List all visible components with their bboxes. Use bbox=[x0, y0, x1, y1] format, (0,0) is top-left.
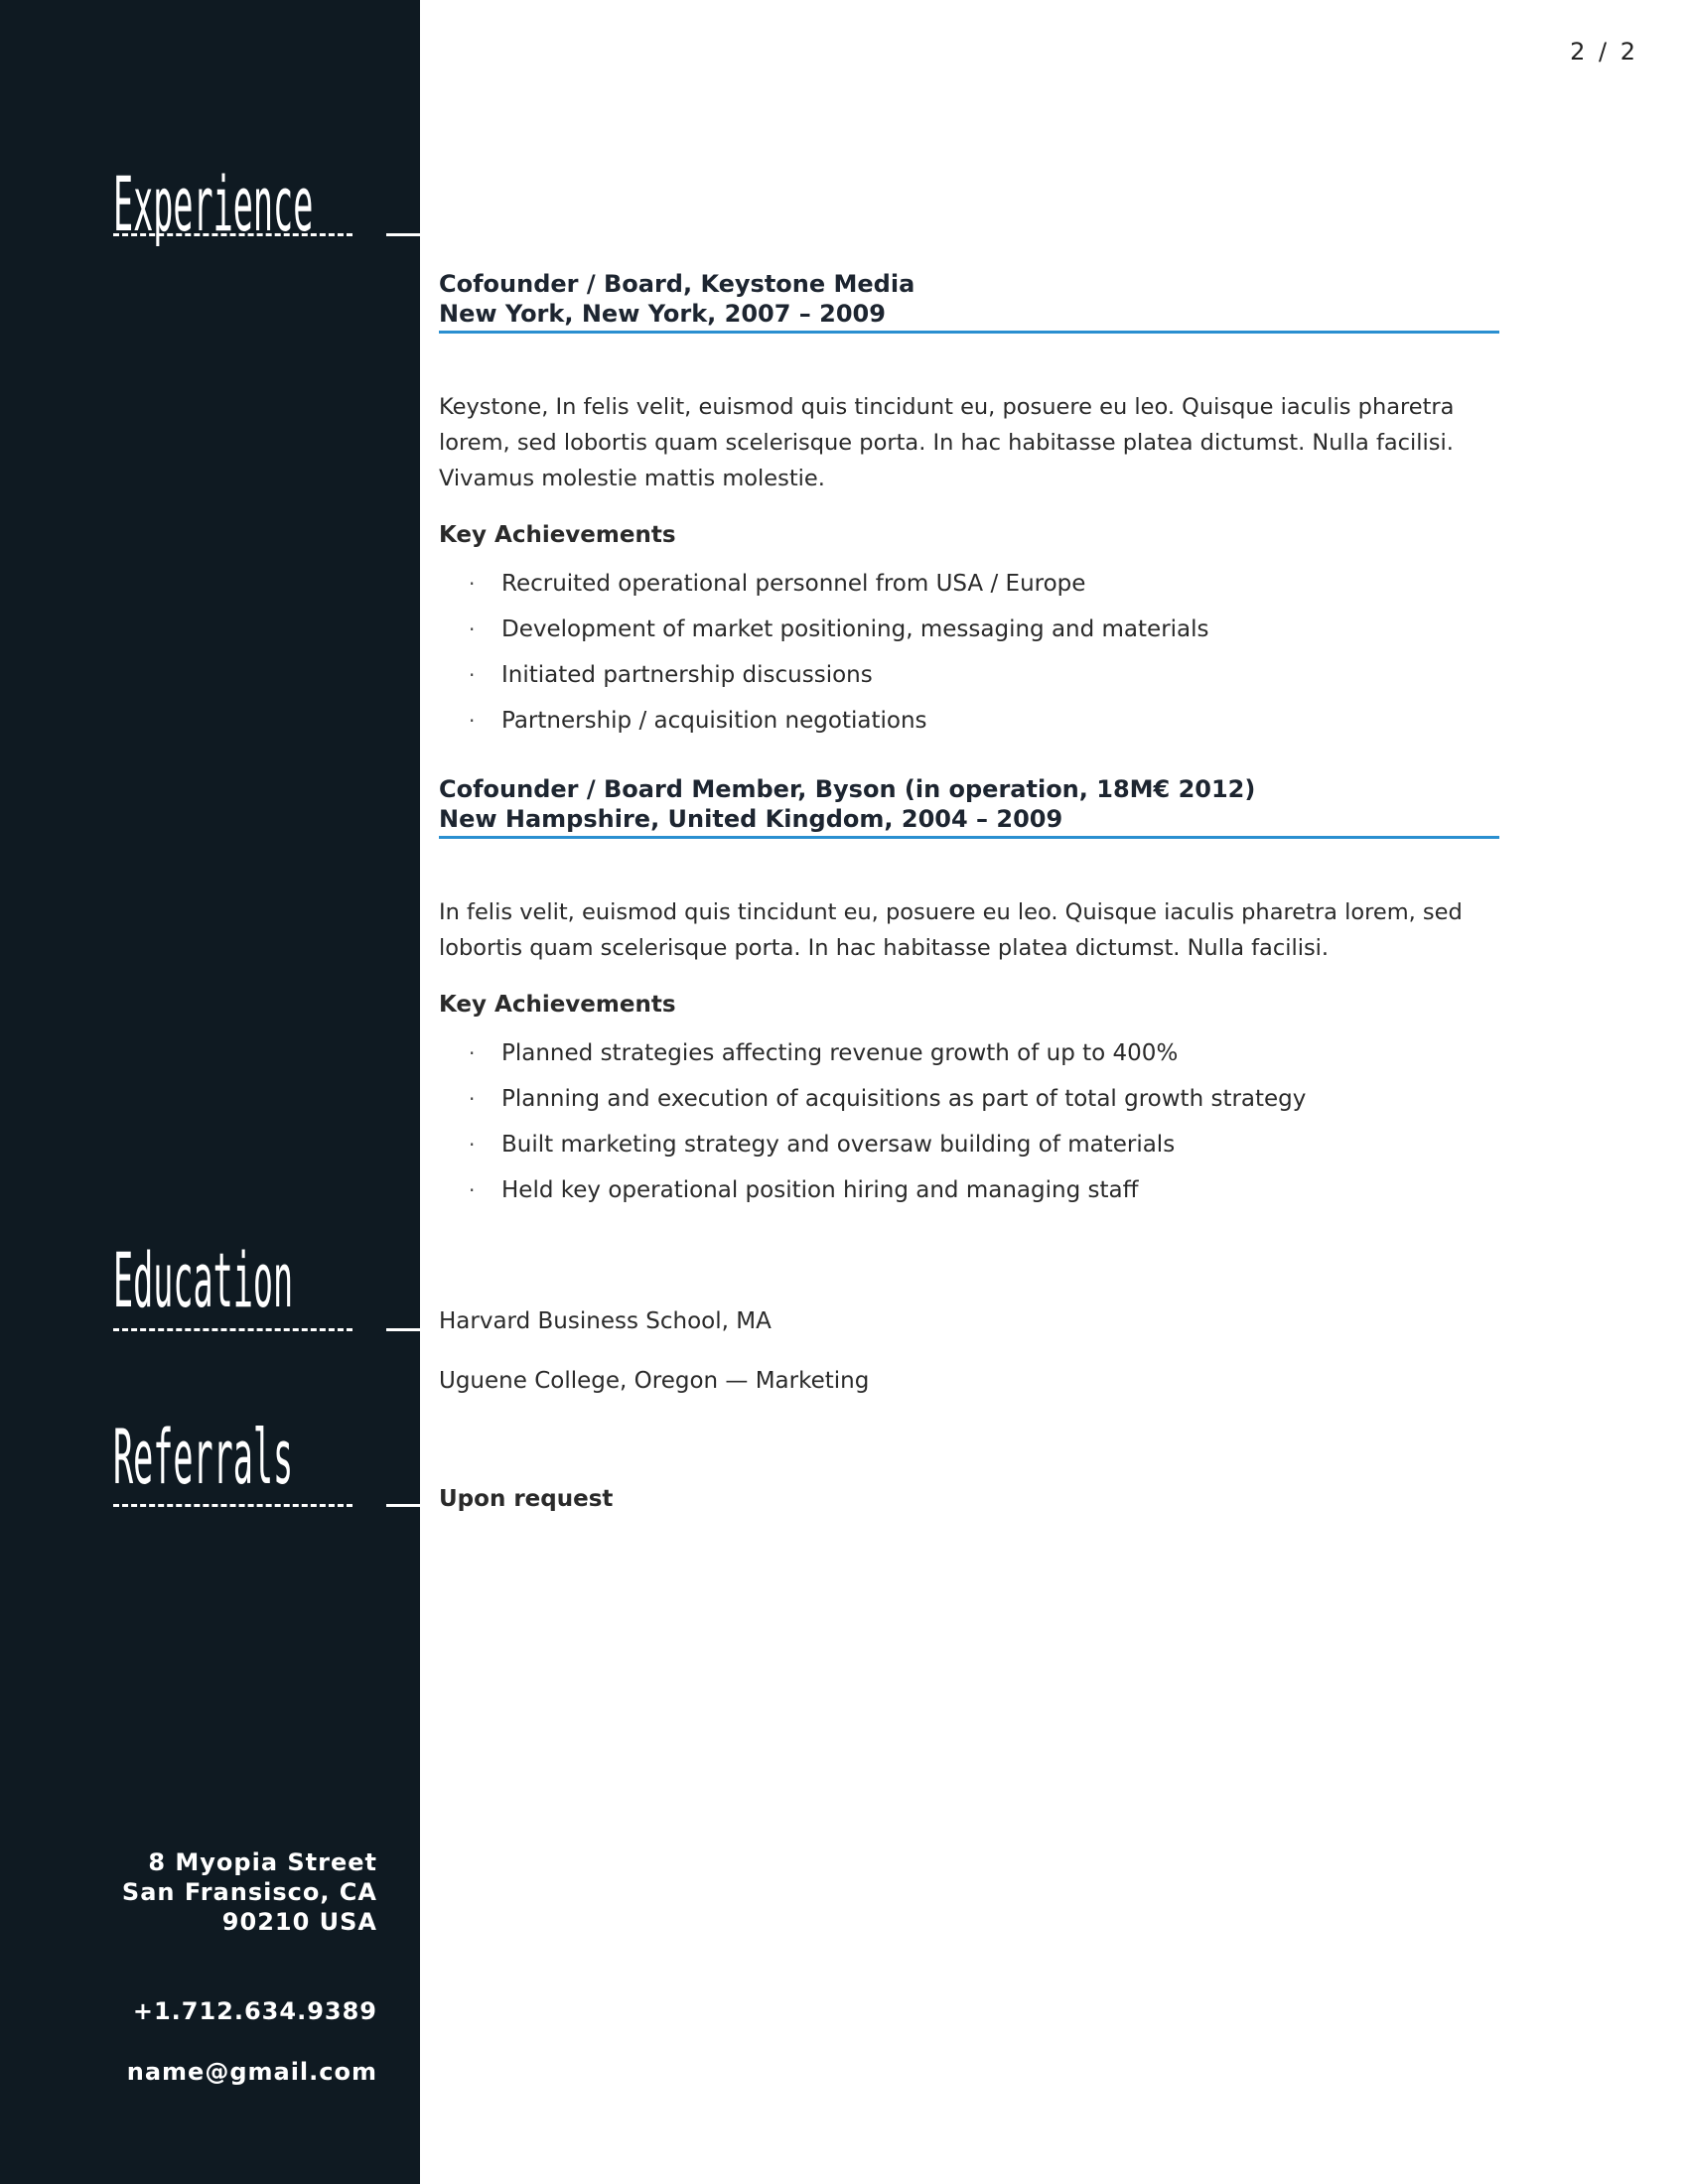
address-block bbox=[122, 1847, 377, 1937]
bullet-icon: · bbox=[469, 1087, 476, 1111]
job-description: Keystone, In felis velit, euismod quis tincidunt eu, posuere eu leo. Quisque iaculis pharetra lorem, sed lobortis quam scelerisque porta. In hac habitasse platea dictumst. Nulla facilisi. Vivamus molestie mattis molestie. bbox=[439, 394, 1455, 491]
job-title: Cofounder / Board Member, Byson (in operation, 18M€ 2012) bbox=[439, 775, 1256, 803]
education-heading: Education bbox=[113, 1236, 294, 1324]
job-title: Cofounder / Board, Keystone Media bbox=[439, 270, 915, 298]
bullet-icon: · bbox=[469, 1178, 476, 1202]
job-location: New Hampshire, United Kingdom, 2004 – 2009 bbox=[439, 805, 1063, 833]
experience-heading-rule bbox=[113, 233, 352, 236]
education-heading-rule bbox=[113, 1328, 352, 1331]
email-link[interactable]: name@gmail.com bbox=[126, 2058, 377, 2086]
bullet-icon: · bbox=[469, 1041, 476, 1065]
bullet-icon: · bbox=[469, 663, 476, 687]
bullet-icon: · bbox=[469, 709, 476, 733]
phone-number[interactable]: +1.712.634.9389 bbox=[132, 1997, 377, 2025]
list-item: · Built marketing strategy and oversaw building of materials bbox=[469, 1122, 1306, 1167]
bullet-icon: · bbox=[469, 1133, 476, 1157]
education-heading-tick bbox=[386, 1328, 420, 1331]
job-header bbox=[439, 269, 1499, 334]
key-achievements-label: Key Achievements bbox=[439, 992, 676, 1018]
list-item: · Development of market positioning, messaging and materials bbox=[469, 607, 1209, 652]
experience-heading: Experience bbox=[113, 160, 314, 248]
experience-heading-tick bbox=[386, 233, 420, 236]
referrals-heading-tick bbox=[386, 1504, 420, 1507]
address-line: 8 Myopia Street bbox=[148, 1848, 377, 1876]
referrals-heading-rule bbox=[113, 1504, 352, 1507]
list-item: · Held key operational position hiring and managing staff bbox=[469, 1167, 1306, 1213]
address-line: San Fransisco, CA bbox=[121, 1878, 377, 1906]
address-line: 90210 USA bbox=[221, 1908, 377, 1936]
list-item: · Partnership / acquisition negotiations bbox=[469, 698, 1209, 744]
bullet-icon: · bbox=[469, 617, 476, 641]
referrals-text: Upon request bbox=[439, 1486, 614, 1512]
job-description: In felis velit, euismod quis tincidunt eu, posuere eu leo. Quisque iaculis pharetra lorem, sed lobortis quam scelerisque porta. In hac habitasse platea dictumst. Nulla facilisi. bbox=[439, 899, 1463, 961]
list-item: · Planning and execution of acquisitions as part of total growth strategy bbox=[469, 1076, 1306, 1122]
education-item: Uguene College, Oregon — Marketing bbox=[439, 1368, 870, 1394]
achievements-list bbox=[469, 1030, 1306, 1213]
achievements-list bbox=[469, 561, 1209, 744]
job-location: New York, New York, 2007 – 2009 bbox=[439, 300, 886, 328]
list-item: · Initiated partnership discussions bbox=[469, 652, 1209, 698]
job-header bbox=[439, 774, 1499, 839]
referrals-heading: Referrals bbox=[113, 1413, 294, 1501]
list-item: · Recruited operational personnel from USA / Europe bbox=[469, 561, 1209, 607]
education-item: Harvard Business School, MA bbox=[439, 1308, 772, 1334]
page-number: 2 / 2 bbox=[1570, 38, 1638, 66]
bullet-icon: · bbox=[469, 572, 476, 596]
list-item: · Planned strategies affecting revenue growth of up to 400% bbox=[469, 1030, 1306, 1076]
key-achievements-label: Key Achievements bbox=[439, 522, 676, 548]
